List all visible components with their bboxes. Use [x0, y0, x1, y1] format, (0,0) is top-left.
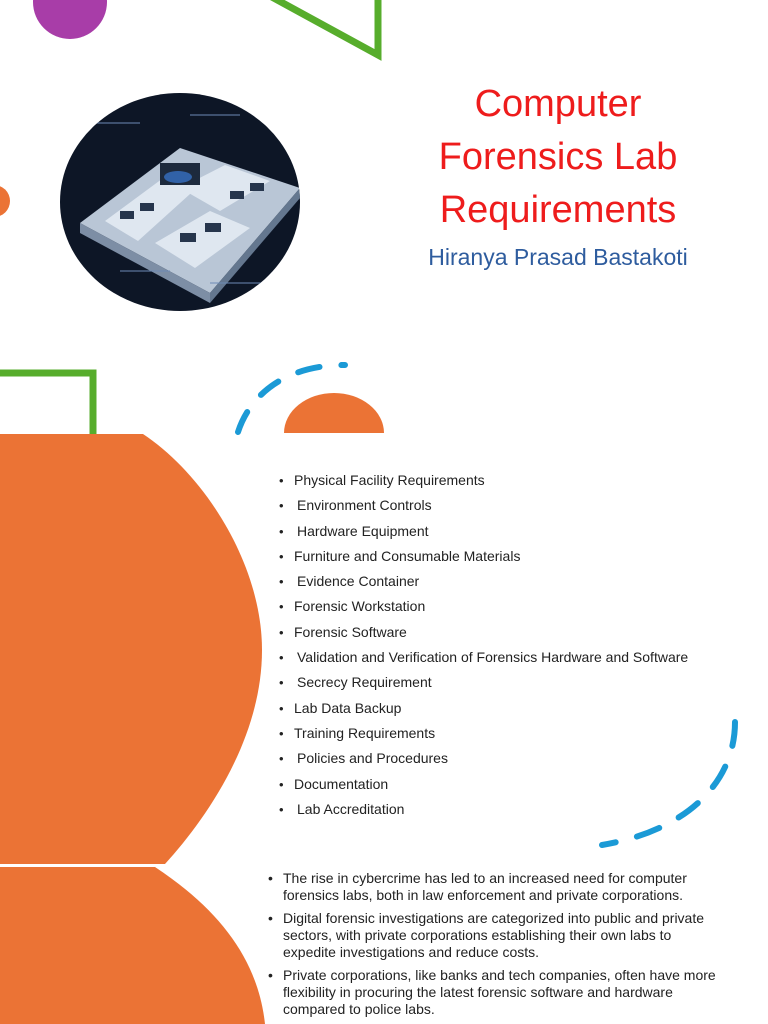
- list-item: • Lab Data Backup: [270, 696, 688, 721]
- purple-circle: [33, 0, 107, 39]
- orange-large-half-circle: [0, 434, 262, 864]
- list-item: • Forensic Software: [270, 620, 688, 645]
- title-line-2: Forensics Lab: [438, 136, 678, 178]
- list-item: • Environment Controls: [270, 493, 688, 518]
- list-item: • The rise in cybercrime has led to an increased need for computer forensics labs, both in law enforcement and private corporations.: [266, 870, 716, 904]
- list-item: • Training Requirements: [270, 721, 688, 746]
- author-name: Hiranya Prasad Bastakoti: [428, 244, 688, 270]
- topics-list: [270, 468, 688, 822]
- orange-half-circle: [284, 393, 384, 433]
- orange-edge-dot: [0, 185, 10, 217]
- orange-lower-half-circle: [0, 867, 265, 1024]
- list-item: • Private corporations, like banks and tech companies, often have more flexibility in procuring the latest forensic software and hardware compared to police labs.: [266, 967, 716, 1018]
- title-line-1: Computer: [474, 83, 642, 125]
- list-item: • Forensic Workstation: [270, 594, 688, 619]
- list-item: • Lab Accreditation: [270, 797, 688, 822]
- lab-floorplan-illustration: [60, 93, 300, 311]
- title-line-3: Requirements: [439, 189, 677, 231]
- list-item: • Furniture and Consumable Materials: [270, 544, 688, 569]
- list-item: • Hardware Equipment: [270, 519, 688, 544]
- list-item: • Secrecy Requirement: [270, 670, 688, 695]
- list-item: • Physical Facility Requirements: [270, 468, 688, 493]
- green-triangle-outline: [270, 0, 378, 55]
- notes-list: [266, 870, 716, 1024]
- list-item: • Validation and Verification of Forensics Hardware and Software: [270, 645, 688, 670]
- list-item: • Policies and Procedures: [270, 746, 688, 771]
- lab-floorplan-image: [60, 93, 300, 311]
- green-bracket-outline: [0, 373, 93, 434]
- list-item: • Evidence Container: [270, 569, 688, 594]
- list-item: • Digital forensic investigations are categorized into public and private sectors, with private corporations establishing their own labs to expedite investigations and reduce costs.: [266, 910, 716, 961]
- list-item: • Documentation: [270, 772, 688, 797]
- page-title: [400, 78, 716, 237]
